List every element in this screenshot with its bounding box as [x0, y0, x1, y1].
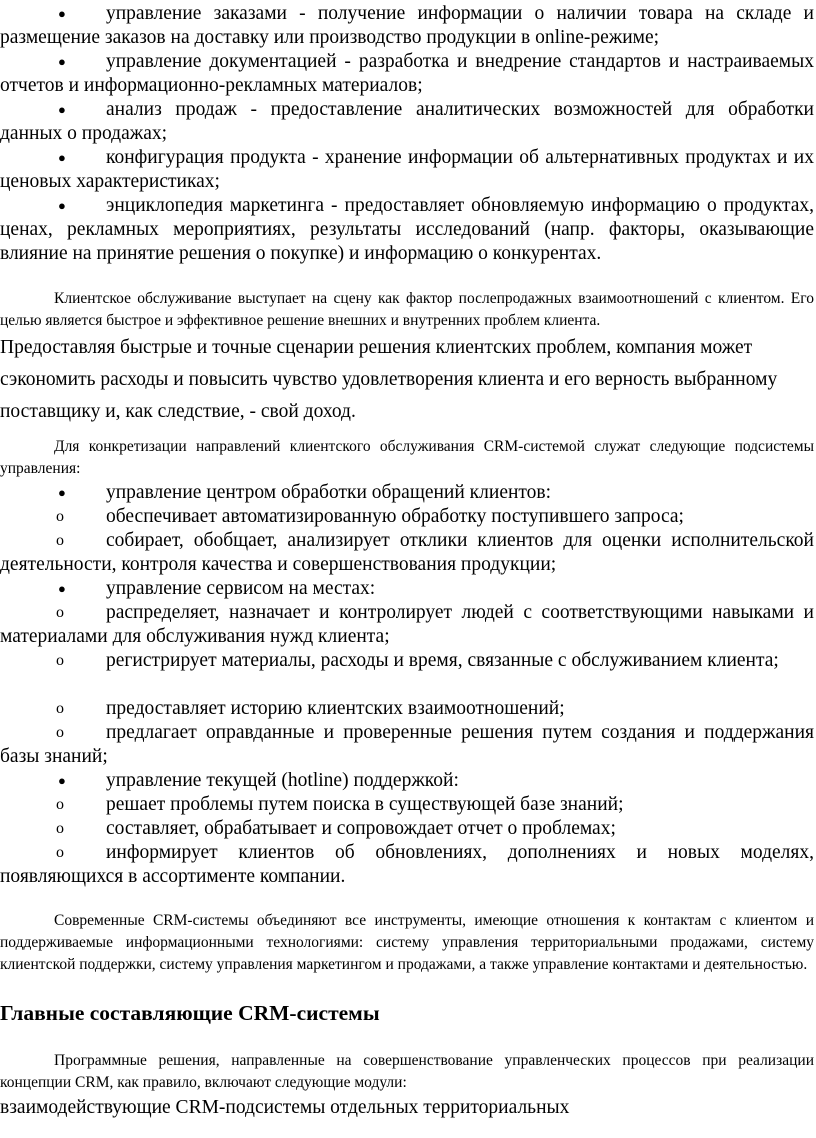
- list-item-text: энциклопедия маркетинга - предоставляет обновляемую информацию о продуктах, ценах, рекламных мероприятиях, результаты исследований (напр. факторы, оказывающие влияние на принятие решения о покупке) и информацию о конкурентах.: [0, 195, 814, 264]
- paragraph-text: Клиентское обслуживание выступает на сцену как фактор послепродажных взаимоотношений с клиентом. Его целью является быстрое и эффективное решение внешних и внутренних проблем клиента.: [0, 290, 814, 329]
- list-item-text: регистрирует материалы, расходы и время, связанные с обслуживанием клиента;: [106, 650, 779, 671]
- list-subitem: [0, 529, 814, 577]
- circle-bullet-icon: o: [56, 652, 64, 669]
- bullet-icon: ●: [58, 773, 66, 788]
- list-item-text: управление сервисом на местах:: [106, 578, 376, 599]
- circle-bullet-icon: o: [56, 508, 64, 525]
- list-subitem: [0, 649, 814, 697]
- list-item-text: решает проблемы путем поиска в существующей базе знаний;: [106, 794, 624, 815]
- list-item: [0, 481, 814, 505]
- list-item-text: информирует клиентов об обновлениях, дополнениях и новых моделях, появляющихся в ассортименте компании.: [0, 842, 814, 887]
- list-subitem: [0, 841, 814, 889]
- bullet-icon: ●: [58, 150, 66, 165]
- list-item-text: управление заказами - получение информации о наличии товара на складе и размещение заказов на доставку или производство продукции в online-режиме;: [0, 3, 814, 48]
- list-item-text: собирает, обобщает, анализирует отклики клиентов для оценки исполнительской деятельности, контроля качества и совершенствования продукции;: [0, 530, 814, 575]
- list-subitem: [0, 697, 814, 721]
- list-subitem: [0, 817, 814, 841]
- bullet-icon: ●: [58, 6, 66, 21]
- list-item-text: предлагает оправданные и проверенные решения путем создания и поддержания базы знаний;: [0, 722, 814, 767]
- bullet-icon: ●: [58, 485, 66, 500]
- list-subitem: [0, 721, 814, 769]
- circle-bullet-icon: o: [56, 724, 64, 741]
- paragraph-modern-crm: Современные CRM-системы объединяют все инструменты, имеющие отношения к контактам с клиентом и поддерживаемые информационными технологиями: систему управления территориальными продажами, систему клиентской поддержки, систему управления маркетингом и продажами, а также управление контактами и деятельностью.: [0, 912, 814, 973]
- circle-bullet-icon: o: [56, 820, 64, 837]
- circle-bullet-icon: o: [56, 532, 64, 549]
- list-subsystems: [0, 481, 814, 889]
- circle-bullet-icon: o: [56, 604, 64, 621]
- list-item-text: распределяет, назначает и контролирует людей с соответствующими навыками и материалами для обслуживания нужд клиента;: [0, 602, 814, 647]
- list-subitem: [0, 793, 814, 817]
- list-item: [0, 98, 814, 146]
- list-item: [0, 50, 814, 98]
- list-item-text: управление текущей (hotline) поддержкой:: [106, 770, 459, 791]
- list-top: [0, 2, 814, 266]
- list-item-text: конфигурация продукта - хранение информации об альтернативных продуктах и их ценовых характеристиках;: [0, 147, 814, 192]
- list-subitem: [0, 601, 814, 649]
- list-item: [0, 769, 814, 793]
- paragraph-subsystems: Для конкретизации направлений клиентского обслуживания CRM-системой служат следующие подсистемы управления:: [0, 438, 814, 477]
- list-item-text: управление центром обработки обращений клиентов:: [106, 482, 552, 503]
- section-heading: Главные составляющие CRM-системы: [0, 1001, 380, 1025]
- circle-bullet-icon: o: [56, 844, 64, 861]
- list-item-text: управление документацией - разработка и внедрение стандартов и настраиваемых отчетов и информационно-рекламных материалов;: [0, 51, 814, 96]
- list-item: [0, 2, 814, 50]
- bullet-icon: ●: [58, 581, 66, 596]
- list-item: [0, 146, 814, 194]
- list-item-text: анализ продаж - предоставление аналитических возможностей для обработки данных о продажах;: [0, 99, 814, 144]
- bullet-icon: ●: [58, 54, 66, 69]
- list-item-text: обеспечивает автоматизированную обработку поступившего запроса;: [106, 506, 684, 527]
- circle-bullet-icon: o: [56, 700, 64, 717]
- list-item: [0, 194, 814, 266]
- paragraph-fragment: взаимодействующие CRM-подсистемы отдельных территориальных: [0, 1097, 570, 1118]
- paragraph-modules: Программные решения, направленные на совершенствование управленческих процессов при реализации концепции CRM, как правило, включают следующие модули:: [0, 1052, 814, 1091]
- list-item: [0, 577, 814, 601]
- list-subitem: [0, 505, 814, 529]
- paragraph-client-service: [0, 288, 814, 428]
- circle-bullet-icon: o: [56, 796, 64, 813]
- paragraph-text-large: Предоставляя быстрые и точные сценарии решения клиентских проблем, компания может сэкономить расходы и повысить чувство удовлетворения клиента и его верность выбранному поставщику и, как следствие, - свой доход.: [0, 337, 778, 422]
- bullet-icon: ●: [58, 198, 66, 213]
- list-item-text: составляет, обрабатывает и сопровождает отчет о проблемах;: [106, 818, 616, 839]
- bullet-icon: ●: [58, 102, 66, 117]
- list-item-text: предоставляет историю клиентских взаимоотношений;: [106, 698, 565, 719]
